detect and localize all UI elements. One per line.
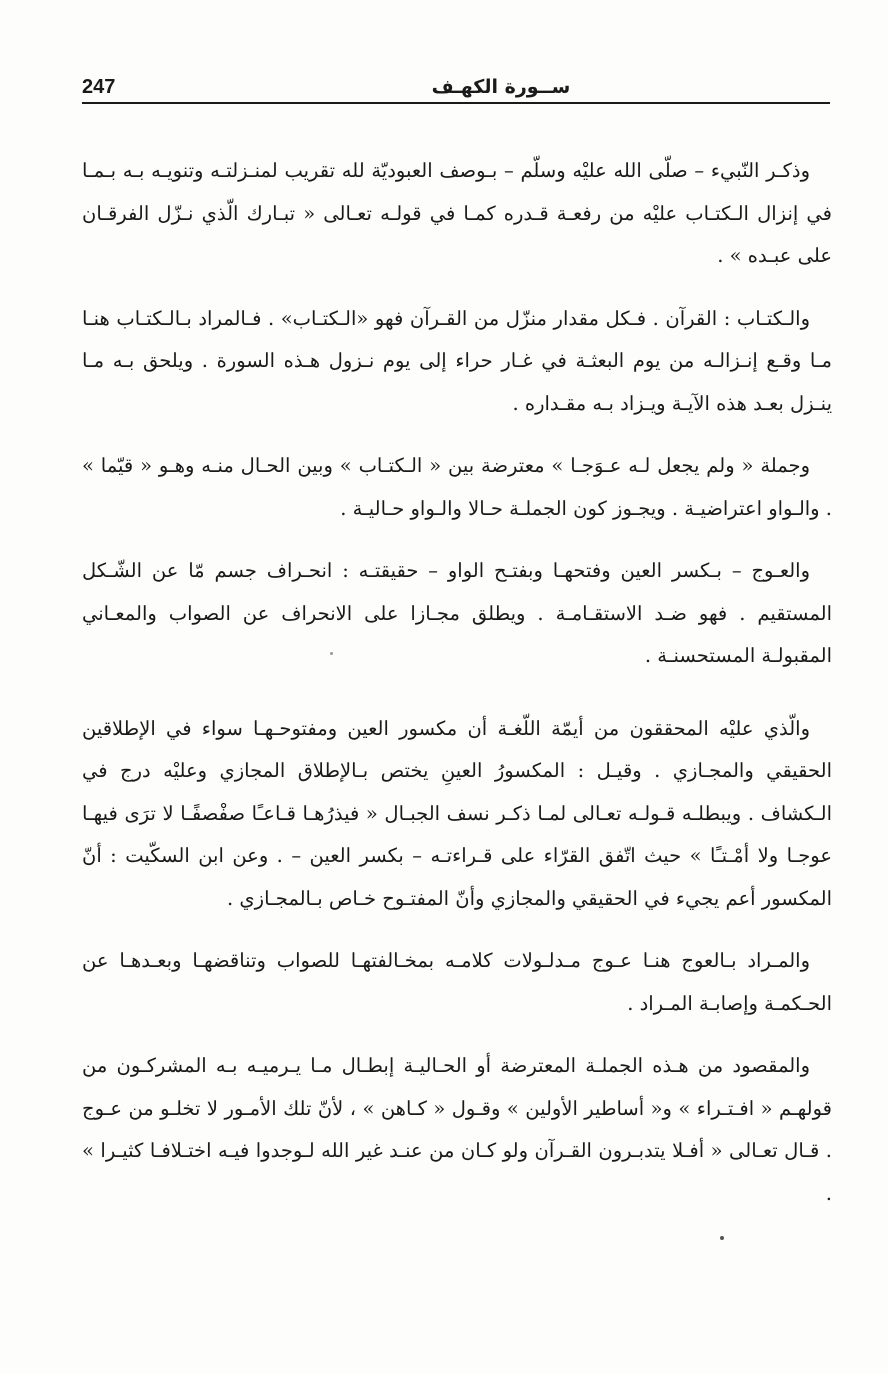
ink-speck [720,1236,724,1240]
paragraph: والـكتـاب : القرآن . فـكل مقدار منزّل من القـرآن فهو «الـكتـاب» . فـالمراد بـالـكتـاب هنـا مـا وقـع إنـزالـه من يوم البعثـة في غـار حراء إلى يوم نـزول هـذه السورة . ويلحق بـه مـا ينـزل بعـد هذه الآيـة ويـزاد بـه مقـداره . [82,306,832,415]
paragraph: والعـوج – بـكسر العين وفتحهـا وبفتـح الواو – حقيقتـه : انحـراف جسم مّا عن الشّـكل المستقيم . فهو ضـد الاستقـامـة . ويطلق مجـازا على الانحراف عن الصواب والمعـاني المقبولـة المستحسنـة . [82,559,832,667]
paragraph: وذكـر النّبيء – صلّى الله عليْه وسلّم – بـوصف العبوديّة لله تقريب لمنـزلتـه وتنويـه بـه بـمـا في إنزال الـكتـاب عليْه من رفعـة قـدره كمـا في قولـه تعـالى « تبـارك الّذي نـزّل الفرقـان على عبـده » . [82,159,832,267]
ink-speck [330,652,333,655]
body-text [82,150,832,1235]
paragraph: وجملة « ولم يجعل لـه عـوَجـا » معترضة بين « الـكتـاب » وبين الحـال منـه وهـو « قيّما » . والـواو اعتراضيـة . ويجـوز كون الجملـة حـالا والـواو حـاليـة . [82,454,832,520]
paragraph: والمقصود من هـذه الجملـة المعترضة أو الحـاليـة إبطـال مـا يـرميـه بـه المشركـون من قولهـم « افـتـراء » و« أساطير الأولين » وقـول « كـاهن » ، لأنّ تلك الأمـور لا تخلـو من عـوج . قـال تعـالى « أفـلا يتدبـرون القـرآن ولو كـان من عنـد غير الله لـوجدوا فيـه اختـلافـا كثيـرا » . [82,1054,832,1205]
paragraph: والمـراد بـالعوج هنـا عـوج مـدلـولات كلامـه بمخـالفتهـا للصواب وتناقضهـا وبعـدهـا عن الحـكمـة وإصابـة المـراد . [82,949,832,1015]
header-rule [82,102,830,104]
page-number: 247 [82,76,116,98]
page-header [82,72,830,106]
running-title: ســورة الكهـف [431,76,571,98]
paragraph: والّذي عليْه المحققون من أيمّة اللّغـة أن مكسور العين ومفتوحـهـا سواء في الإطلاقين الحقيقي والمجـازي . وقيـل : المكسورُ العينِ يختص بـالإطلاق المجازي وعليْه درج في الـكشاف . ويبطلـه قـولـه تعـالى لمـا ذكـر نسف الجبـال « فيذرُهـا قـاعـًا صفْصفًـا لا ترَى فيهـا عوجـا ولا أمْـتـًا » حيث اتّفق القرّاء على قـراءتـه – بكسر العين – . وعن ابن السكّيت : أنّ المكسور أعم يجيء في الحقيقي والمجازي وأنّ المفتـوح خـاص بـالمجـازي . [82,716,832,910]
